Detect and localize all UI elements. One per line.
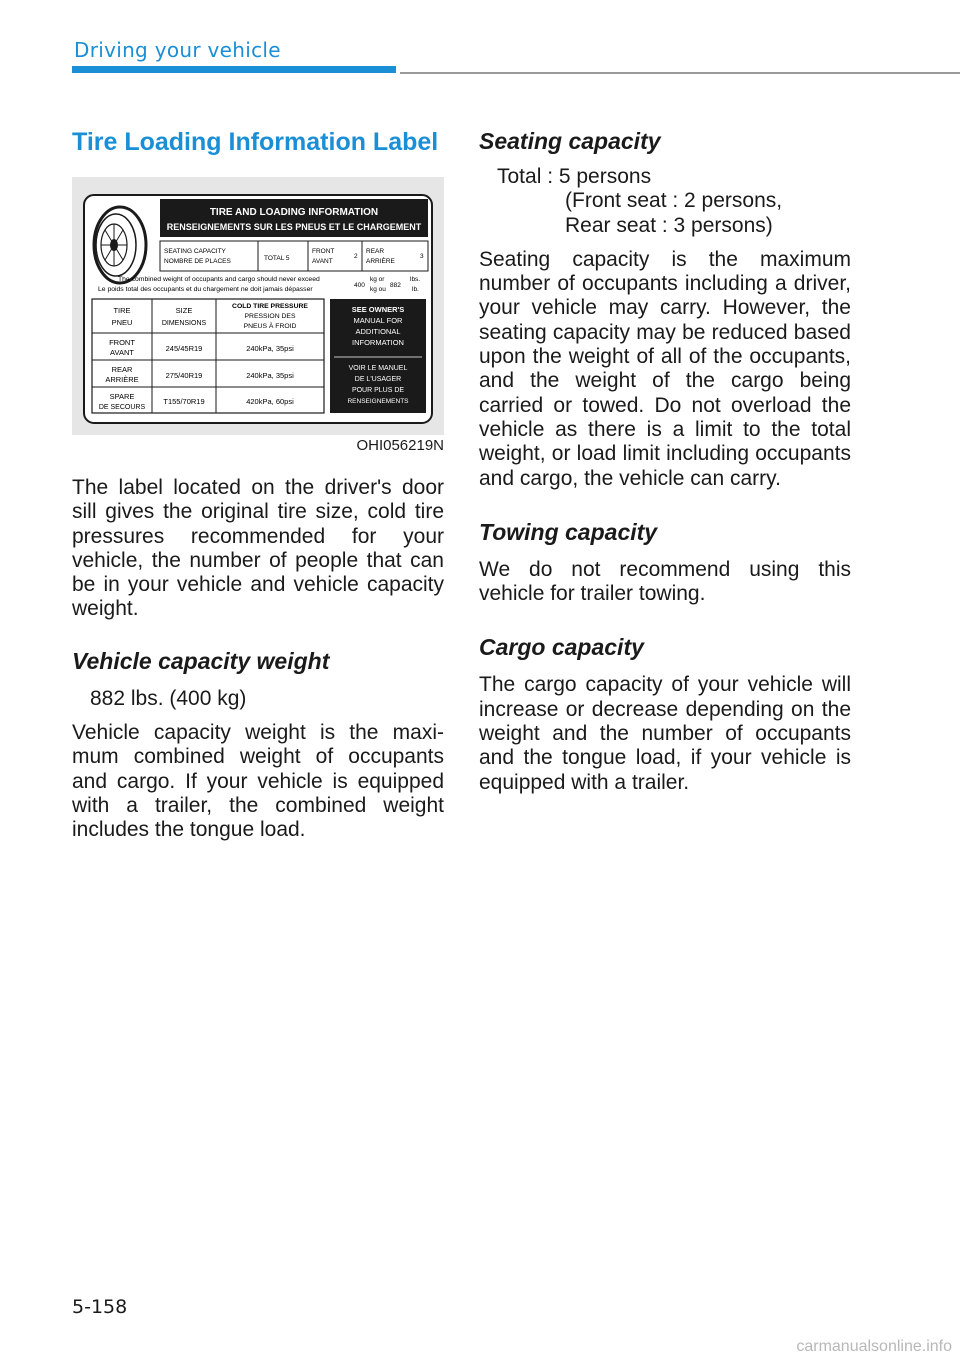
right-column <box>479 128 851 805</box>
towing-capacity-paragraph: We do not recommend using this vehicle for trailer towing. <box>479 557 851 606</box>
label-voir-4: RENSEIGNEMENTS <box>347 398 409 405</box>
label-row-name-en: REAR <box>111 365 133 374</box>
label-row-size: 245/45R19 <box>165 344 203 353</box>
label-see-1: SEE OWNER'S <box>351 305 405 314</box>
label-voir-1: VOIR LE MANUEL <box>348 365 408 372</box>
towing-capacity-title: Towing capacity <box>479 518 658 545</box>
label-voir-2: DE L'USAGER <box>354 376 402 383</box>
label-col-tire-en: TIRE <box>113 306 131 315</box>
cargo-capacity-title: Cargo capacity <box>479 634 644 661</box>
cargo-capacity-paragraph: The cargo capacity of your vehicle will increase or decrease depending on the weight and the number of occupants and the tongue load, if your vehicle is equipped with a trailer. <box>479 673 851 794</box>
label-row-name-fr: DE SECOURS <box>98 404 146 411</box>
label-row-name-fr: ARRIÈRE <box>105 375 139 384</box>
figure-caption: OHI056219N <box>356 437 444 454</box>
label-kg-unit-fr: kg ou <box>370 286 386 293</box>
label-col-pressure-1: COLD TIRE PRESSURE <box>232 303 308 310</box>
vehicle-capacity-weight-value: 882 lbs. (400 kg) <box>90 686 247 710</box>
tire-label-illustration <box>72 177 444 435</box>
label-row-name-en: FRONT <box>109 338 135 347</box>
label-see-2: MANUAL FOR <box>353 316 403 325</box>
seating-capacity-title: Seating capacity <box>479 128 661 154</box>
label-row-pressure: 240kPa, 35psi <box>246 344 294 353</box>
label-lbs-value: 882 <box>390 282 401 289</box>
seating-rear: Rear seat : 3 persons) <box>565 213 773 237</box>
label-seating-en: SEATING CAPACITY <box>164 248 226 255</box>
label-kg-value: 400 <box>354 282 365 289</box>
label-col-pressure-3: PNEUS À FROID <box>243 323 297 330</box>
running-header: Driving your vehicle <box>74 38 281 62</box>
label-row-name-fr: AVANT <box>110 348 134 357</box>
seating-total: Total : 5 persons <box>497 165 652 188</box>
page-number: 5-158 <box>72 1296 128 1318</box>
intro-paragraph: The label located on the driver's door sill gives the original tire size, cold tire pressures recommended for your vehicle, the number of people that can be in your vehicle and vehicle capacity weight. <box>72 476 444 621</box>
label-seating-fr: NOMBRE DE PLACES <box>164 258 231 265</box>
label-col-pressure-2: PRESSION DES <box>244 313 296 320</box>
vehicle-capacity-weight-title: Vehicle capacity weight <box>72 647 330 674</box>
section-title: Tire Loading Information Label <box>72 128 439 156</box>
tire-label-figure <box>72 177 444 435</box>
label-heading-en: TIRE AND LOADING INFORMATION <box>209 207 379 218</box>
label-rear-fr: ARRIÈRE <box>366 258 395 265</box>
label-row-pressure: 420kPa, 60psi <box>246 397 294 406</box>
seating-front: (Front seat : 2 persons, <box>565 189 783 213</box>
label-front-en: FRONT <box>312 248 335 255</box>
label-col-size-en: SIZE <box>175 306 193 315</box>
label-front-fr: AVANT <box>312 258 333 265</box>
label-see-3: ADDITIONAL <box>355 327 401 336</box>
label-heading-fr: RENSEIGNEMENTS SUR LES PNEUS ET LE CHARGEMENT <box>166 222 422 232</box>
label-rear-en: REAR <box>366 248 385 255</box>
label-lbs-unit: lbs. <box>410 276 421 283</box>
label-row-size: 275/40R19 <box>165 371 203 380</box>
label-col-size-fr: DIMENSIONS <box>161 320 207 327</box>
label-rear-count: 3 <box>420 253 424 260</box>
vehicle-capacity-weight-paragraph: Vehicle capacity weight is the maxi-mum combined weight of occupants and cargo. If your vehicle is equipped with a trailer, the combined weight includes the tongue load. <box>72 721 444 842</box>
label-row-pressure: 240kPa, 35psi <box>246 371 294 380</box>
tire-icon <box>94 207 146 283</box>
label-col-tire-fr: PNEU <box>111 318 133 327</box>
watermark: carmanualsonline.info <box>796 1338 952 1355</box>
header-divider <box>400 72 960 74</box>
label-see-4: INFORMATION <box>352 338 404 347</box>
label-weight-en: The combined weight of occupants and cargo should never exceed <box>118 276 320 283</box>
label-row-name-en: SPARE <box>109 392 135 401</box>
label-kg-unit-en: kg or <box>370 276 385 283</box>
label-front-count: 2 <box>354 253 358 260</box>
label-lb-unit: lb. <box>412 286 419 293</box>
label-total: TOTAL 5 <box>264 255 290 262</box>
label-weight-fr: Le poids total des occupants et du chargement ne doit jamais dépasser <box>98 286 313 293</box>
seating-capacity-paragraph: Seating capacity is the maximum number of occupants including a driver, your vehicle may carry. However, the seating capacity may be reduced based upon the weight of all of the occupants, and the weight of the cargo being carried or towed. Do not overload the vehicle as there is a limit to the total weight, or load limit including occupants and cargo, the vehicle can carry. <box>479 247 851 490</box>
label-voir-3: POUR PLUS DE <box>351 387 405 394</box>
header-accent-bar <box>72 66 396 73</box>
label-row-size: T155/70R19 <box>163 397 205 406</box>
left-column <box>72 128 444 853</box>
